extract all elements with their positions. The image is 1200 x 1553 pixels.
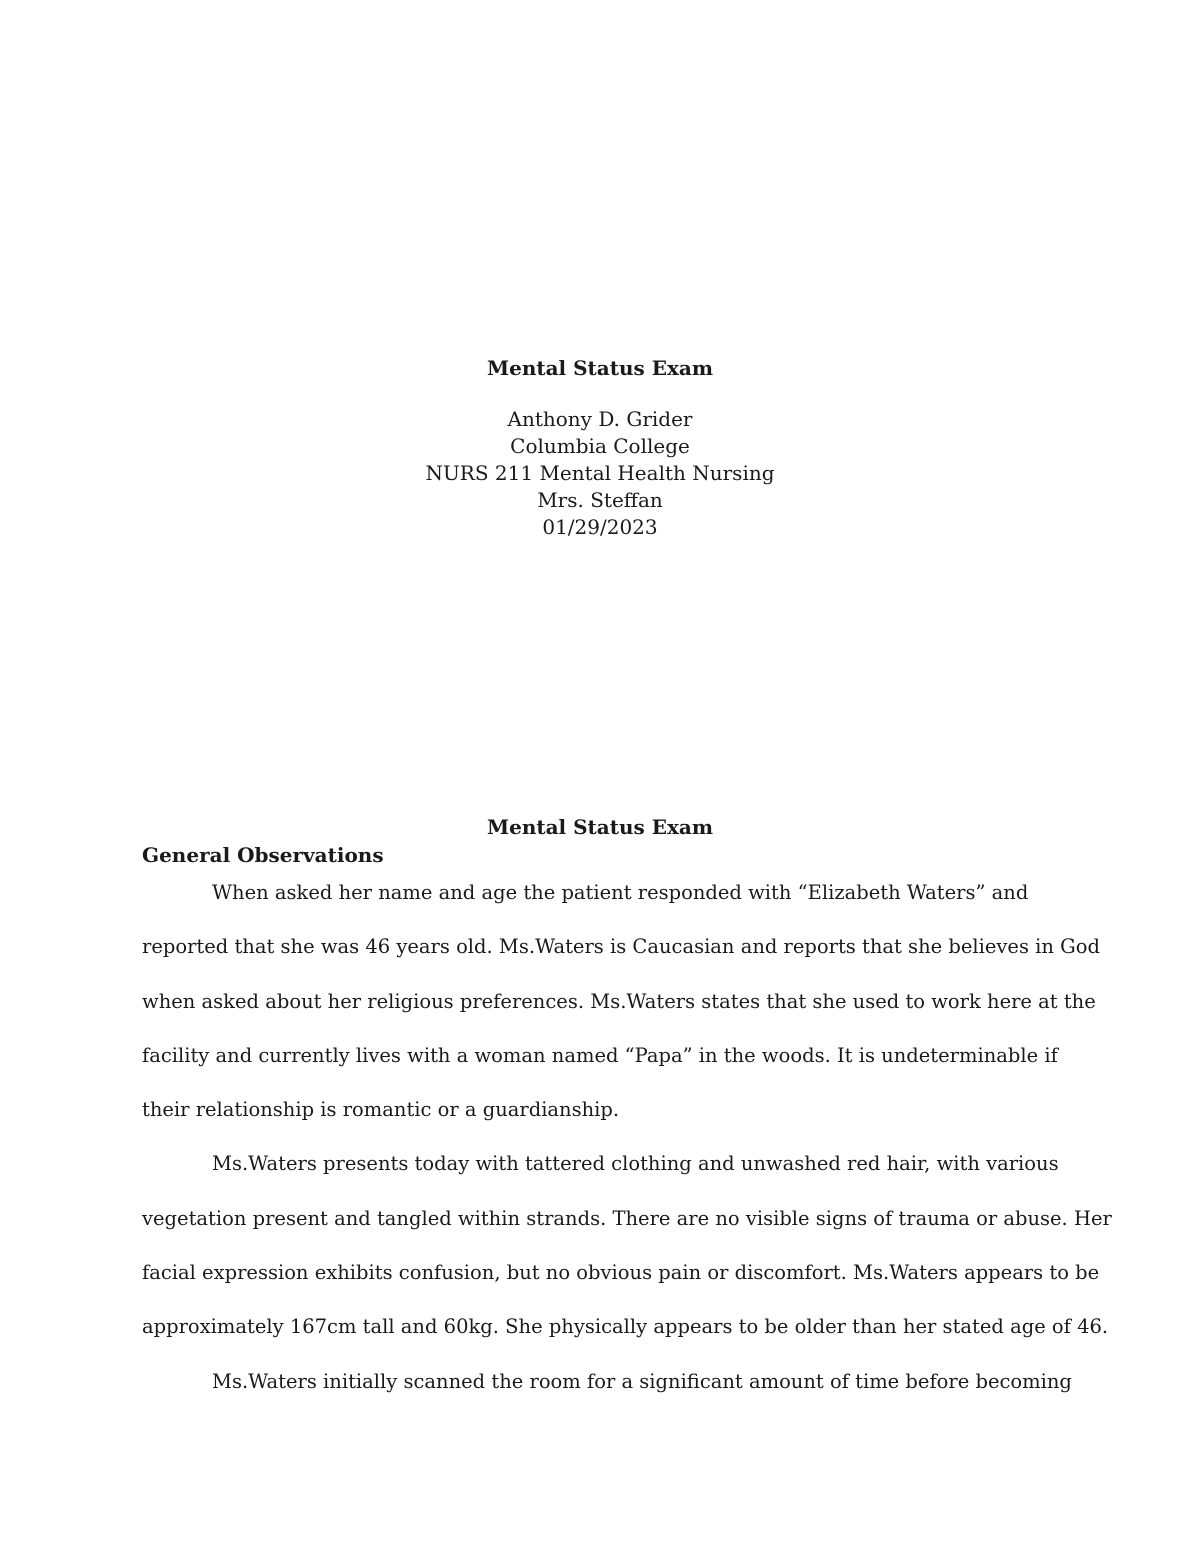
paragraph-line: approximately 167cm tall and 60kg. She physically appears to be older than her stated age of 46. bbox=[142, 1315, 1109, 1339]
author-name: Anthony D. Grider bbox=[507, 407, 693, 431]
paragraph-line: Ms.Waters presents today with tattered clothing and unwashed red hair, with various bbox=[212, 1152, 1059, 1176]
body-paragraphs bbox=[142, 866, 1112, 1409]
section-heading-general-observations: General Observations bbox=[142, 843, 384, 867]
paragraph-line: Ms.Waters initially scanned the room for a significant amount of time before becoming bbox=[212, 1369, 1072, 1393]
instructor-name: Mrs. Steffan bbox=[537, 488, 663, 512]
course-name: NURS 211 Mental Health Nursing bbox=[425, 461, 775, 485]
paragraph-line: when asked about her religious preferences. Ms.Waters states that she used to work here at the bbox=[142, 989, 1096, 1013]
paragraph-line: facial expression exhibits confusion, but no obvious pain or discomfort. Ms.Waters appears to be bbox=[142, 1261, 1100, 1285]
paragraph-line: reported that she was 46 years old. Ms.Waters is Caucasian and reports that she believes in God bbox=[142, 935, 1100, 959]
paragraph-line: When asked her name and age the patient responded with “Elizabeth Waters” and bbox=[212, 881, 1029, 904]
title-page-block bbox=[0, 354, 1200, 541]
paragraph-line: facility and currently lives with a woman named “Papa” in the woods. It is undeterminable if bbox=[142, 1043, 1058, 1067]
paragraph-line: their relationship is romantic or a guardianship. bbox=[142, 1098, 620, 1122]
title-page-heading: Mental Status Exam bbox=[486, 356, 714, 380]
institution-name: Columbia College bbox=[510, 434, 690, 458]
paragraph-line: vegetation present and tangled within strands. There are no visible signs of trauma or abuse. Her bbox=[142, 1206, 1112, 1230]
submission-date: 01/29/2023 bbox=[542, 515, 658, 539]
body-title: Mental Status Exam bbox=[486, 815, 714, 839]
